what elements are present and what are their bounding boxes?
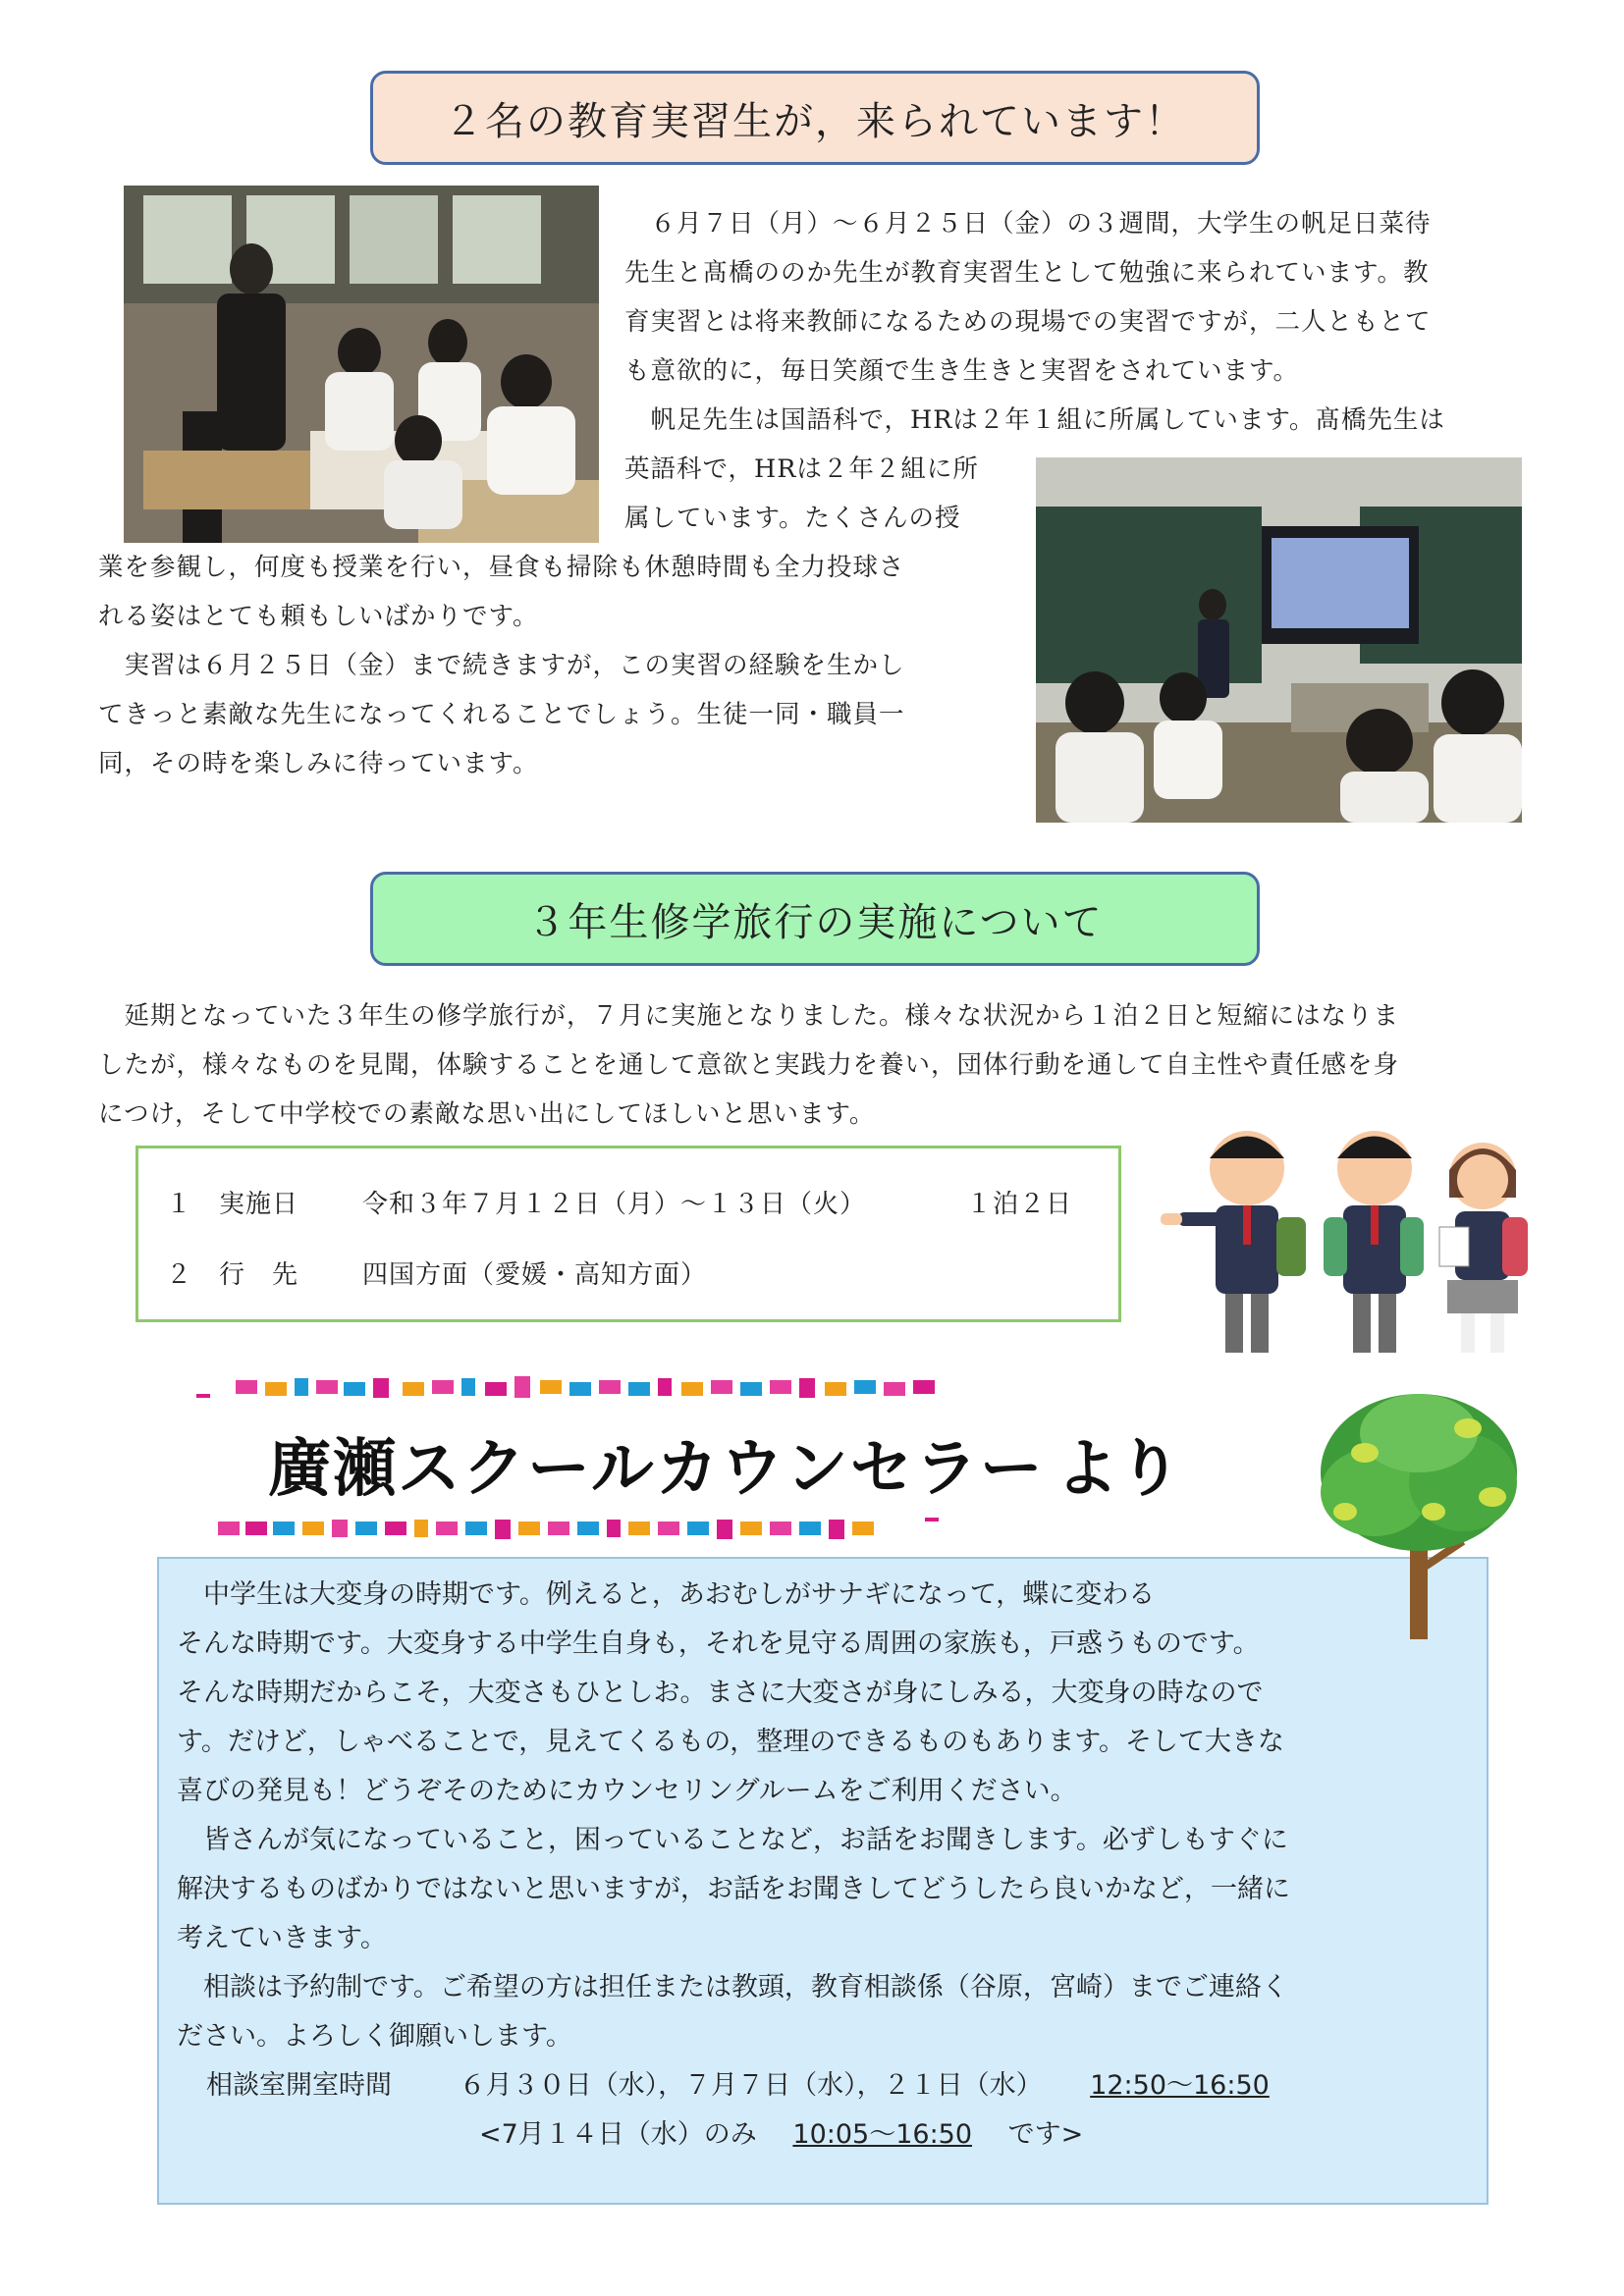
s1-line-4: も意欲的に，毎日笑顔で生き生きと実習をされています。 <box>624 356 1299 386</box>
counseling-special-row <box>479 2110 1083 2160</box>
classroom-photo-trainee-teaching <box>124 186 599 543</box>
counseling-hours-row <box>206 2061 1270 2110</box>
section-heading-teaching-trainees <box>370 71 1260 165</box>
s1-line-5: 帆足先生は国語科で，HRは２年１組に所属しています。髙橋先生は <box>624 405 1445 435</box>
s1-line-2: 先生と髙橋ののか先生が教育実習生として勉強に来られています。教 <box>624 258 1430 288</box>
students-illustration <box>1149 1119 1542 1374</box>
s3-line-9: 相談は予約制です。ご希望の方は担任または教頭，教育相談係（谷原，宮崎）までご連絡く <box>177 1972 1288 2002</box>
s1-line-8: 業を参観し，何度も授業を行い，昼食も掃除も休憩時間も全力投球さ <box>98 553 905 582</box>
special-time: 10:05〜16:50 <box>792 2119 973 2150</box>
s2-line-1: 延期となっていた３年生の修学旅行が，７月に実施となりました。様々な状況から１泊２日と短縮にはなりま <box>98 1001 1400 1031</box>
s1-line-7: 属しています。たくさんの授 <box>624 504 961 533</box>
counselor-section-title: 廣瀬スクールカウンセラー <box>268 1433 1045 1506</box>
s3-line-5: 喜びの発見も！どうぞそのためにカウンセリングルームをご利用ください。 <box>177 1776 1077 1806</box>
s1-line-3: 育実習とは将来教師になるための現場での実習ですが，二人ともとて <box>624 307 1432 337</box>
s2-line-3: につけ，そして中学校での素敵な思い出にしてほしいと思います。 <box>98 1099 876 1129</box>
classroom-photo-trainee-presentation <box>1036 457 1522 823</box>
special-prefix: <7月１４日（水）のみ <box>479 2119 757 2150</box>
s1-line-1: ６月７日（月）〜６月２５日（金）の３週間，大学生の帆足日菜待 <box>624 209 1432 239</box>
heading-text: ２名の教育実習生が，来られています！ <box>444 98 1186 144</box>
decorative-dash-row-top <box>196 1376 962 1402</box>
s1-line-11: てきっと素敵な先生になってくれることでしょう。生徒一同・職員一 <box>98 700 905 729</box>
s3-line-10: ださい。よろしく御願いします。 <box>177 2021 572 2052</box>
info-value: 四国方面（愛媛・高知方面） <box>362 1260 708 1290</box>
s3-line-8: 考えていきます。 <box>177 1923 387 1953</box>
heading-text: ３年生修学旅行の実施について <box>526 899 1104 945</box>
tree-illustration <box>1306 1384 1532 1639</box>
s3-line-6: 皆さんが気になっていること，困っていることなど，お話をお聞きします。必ずしもすぐに <box>177 1825 1288 1855</box>
info-num: ２ <box>166 1260 193 1290</box>
info-label: 行 先 <box>219 1260 299 1290</box>
s1-line-6: 英語科で，HRは２年２組に所 <box>624 454 979 484</box>
info-label: 実施日 <box>219 1190 299 1219</box>
hours-time: 12:50〜16:50 <box>1090 2070 1270 2101</box>
hours-label: 相談室開室時間 <box>206 2070 392 2101</box>
s3-line-3: そんな時期だからこそ，大変さもひとしお。まさに大変さが身にしみる，大変身の時なので <box>177 1678 1264 1708</box>
s3-line-4: す。だけど，しゃべることで，見えてくるもの，整理のできるものもあります。そして大きな <box>177 1727 1285 1757</box>
section-heading-school-trip <box>370 872 1260 966</box>
trip-info-box <box>135 1146 1121 1322</box>
special-suffix: です> <box>1007 2119 1084 2150</box>
s1-line-12: 同，その時を楽しみに待っています。 <box>98 749 539 778</box>
hours-dates: ６月３０日（水），７月７日（水），２１日（水） <box>459 2070 1043 2101</box>
s3-line-7: 解決するものばかりではないと思いますが，お話をお聞きしてどうしたら良いかなど，一緒に <box>177 1874 1290 1904</box>
s3-line-2: そんな時期です。大変身する中学生自身も，それを見守る周囲の家族も，戸惑うものです。 <box>177 1629 1260 1659</box>
counselor-title-suffix: より <box>1056 1433 1181 1506</box>
s1-line-10: 実習は６月２５日（金）まで続きますが，この実習の経験を生かし <box>98 651 905 680</box>
info-num: １ <box>166 1190 193 1219</box>
s3-line-1: 中学生は大変身の時期です。例えると，あおむしがサナギになって，蝶に変わる <box>177 1579 1156 1610</box>
info-value: 令和３年７月１２日（月）〜１３日（火） <box>362 1190 867 1219</box>
decorative-dash-row-bottom <box>218 1518 984 1543</box>
info-extra: １泊２日 <box>966 1190 1073 1219</box>
s2-line-2: したが，様々なものを見聞，体験することを通して意欲と実践力を養い，団体行動を通して自主性や責任感を身 <box>98 1050 1400 1080</box>
s1-line-9: れる姿はとても頼もしいばかりです。 <box>98 602 539 631</box>
